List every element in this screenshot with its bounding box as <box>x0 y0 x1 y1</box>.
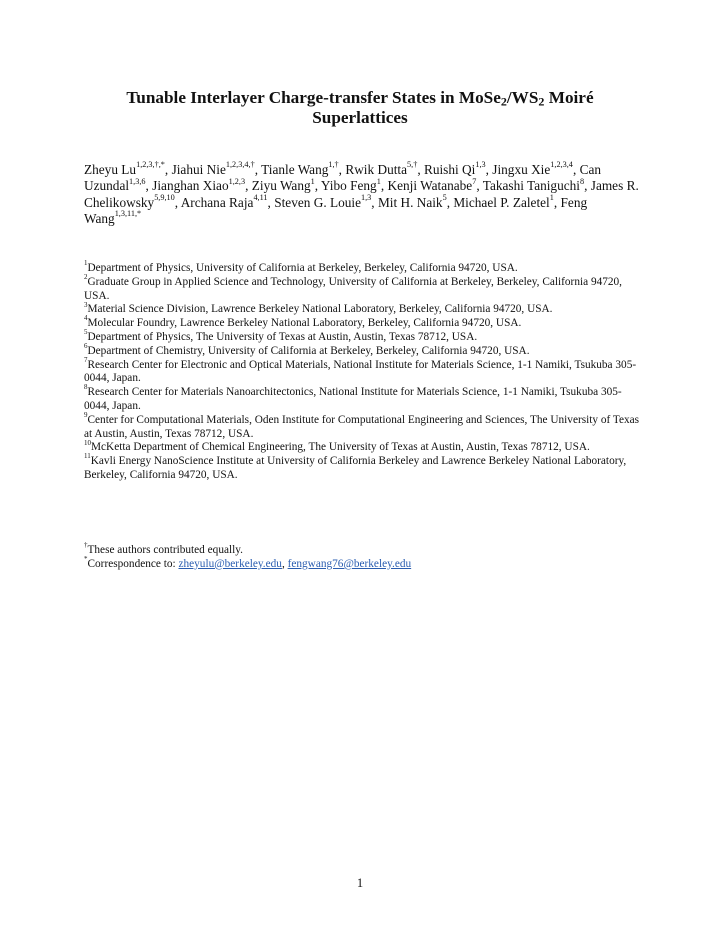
affiliation-number: 7 <box>84 355 88 364</box>
author-name: Feng Wang <box>84 194 588 226</box>
affiliation-text: Graduate Group in Applied Science and Technology, University of California at Berkeley, Berkeley, California 94720, USA. <box>84 275 623 302</box>
affiliation-text: Research Center for Materials Nanoarchitectonics, National Institute for Materials Science, 1-1 Namiki, Tsukuba 305-0044, Japan. <box>84 386 622 412</box>
author-affiliation-marks: 1 <box>376 176 381 186</box>
author-name: Archana Raja <box>180 194 254 210</box>
affiliation-number: 3 <box>84 300 88 309</box>
author-name: Takashi Taniguchi <box>482 178 580 194</box>
author <box>453 192 554 210</box>
author <box>492 162 573 177</box>
author-name: James R. Chelikowsky <box>84 178 639 210</box>
author-name: Mit H. Naik <box>377 194 443 210</box>
author-name: Ziyu Wang <box>251 178 311 194</box>
affiliation-number: 2 <box>84 272 88 281</box>
author <box>252 178 315 193</box>
title-text: /WS <box>506 88 539 107</box>
author-name: Ruishi Qi <box>423 162 476 177</box>
affiliation-text: Department of Physics, University of California at Berkeley, Berkeley, California 94720, USA. <box>87 262 518 274</box>
author <box>345 162 417 177</box>
author <box>424 162 486 177</box>
affiliation-item <box>84 259 644 276</box>
email-separator: , <box>281 557 288 570</box>
asterisk-mark: * <box>84 554 88 563</box>
author <box>152 178 245 193</box>
affiliation-text: Department of Physics, The University of Texas at Austin, Austin, Texas 78712, USA. <box>87 330 478 343</box>
page-number: 1 <box>356 876 364 890</box>
affiliation-item <box>84 452 644 483</box>
author <box>84 162 165 177</box>
footnotes <box>84 541 644 572</box>
title-text: Tunable Interlayer Charge-transfer States in MoSe <box>126 88 501 107</box>
author-affiliation-marks: 1,2,3,4 <box>550 160 573 170</box>
equal-contribution-note <box>84 541 644 558</box>
author <box>321 178 381 193</box>
author-affiliation-marks: 8 <box>579 176 585 186</box>
author-affiliation-marks: 1,2,3,†,* <box>136 160 165 170</box>
author-affiliation-marks: 1,3,6 <box>129 176 146 186</box>
dagger-mark: † <box>84 541 88 550</box>
author-name: Jianghan Xiao <box>152 178 229 194</box>
author-affiliation-marks: 1,† <box>328 160 339 170</box>
author-name: Can Uzundal <box>84 162 602 194</box>
affiliation-item <box>84 438 644 455</box>
author <box>387 178 476 193</box>
author-list: Zheyu $Lu^{1,2,3,\dagger,*}$, Jiahui Nie$^{1,2,3,4,\dagger}$, Tianle Wang$^{1,\dagger}$, Rwik Dutta$^{5,\dagger}$, Ruishi Qi$^{1,3}$, Jingxu Xie$^{1,2,3,4}$, Can Uzundal$^{1,3,6}$, Jianghan Xiao$^{1,2,3}$, Ziyu Wang$^1$, Yibo Feng$^1$, Kenji Watanabe$^7$, Takashi Taniguchi$^8$, James R. Chelikowsky$^{5,9,10}$, Archana Raja$^{4,11}$, Steven G. Louie$^{1,3}$, Mit H. Naik$^5$, Michael P. Zaletel$^1$, Feng Wang$^{1,3,11,*}$ <box>84 160 639 226</box>
affiliation-text: Material Science Division, Lawrence Berkeley National Laboratory, Berkeley, California 94720, USA. <box>87 303 553 316</box>
affiliation-item <box>84 410 644 442</box>
author <box>261 162 339 177</box>
affiliation-list <box>84 259 644 483</box>
affiliation-text: Center for Computational Materials, Oden Institute for Computational Engineering and Sciences, The University of Texas at Austin, Austin, Texas 78712, USA. <box>84 413 640 440</box>
correspondence-label: Correspondence to: <box>87 557 179 570</box>
author-affiliation-marks: 4,11 <box>253 192 268 202</box>
affiliation-text: McKetta Department of Chemical Engineering, The University of Texas at Austin, Austin, Texas 78712, USA. <box>91 441 590 454</box>
affiliation-item <box>84 355 644 387</box>
author-name: Tianle Wang <box>261 162 329 177</box>
author-affiliation-marks: 7 <box>472 176 477 186</box>
author-affiliation-marks: 5,† <box>407 160 418 170</box>
title-line-2: Superlattices <box>312 108 408 127</box>
affiliation-text: Kavli Energy NanoScience Institute at University of California Berkeley and Lawrence Berkeley National Laboratory, Berkeley, California 94720, USA. <box>84 455 627 481</box>
affiliation-number: 11 <box>84 452 91 461</box>
author-affiliation-marks: 1,3 <box>360 192 372 202</box>
affiliation-number: 4 <box>84 314 88 323</box>
affiliation-item <box>84 314 644 331</box>
affiliation-item <box>84 383 644 414</box>
author-name: Yibo Feng <box>320 178 377 194</box>
author-affiliation-marks: 1,2,3 <box>228 176 246 186</box>
affiliation-text: Research Center for Electronic and Optical Materials, National Institute for Materials Science, 1-1 Namiki, Tsukuba 305-0044, Japan. <box>84 358 637 385</box>
title-text: Moiré <box>544 88 594 107</box>
author-affiliation-marks: 1,3 <box>475 160 486 170</box>
author-affiliation-marks: 5 <box>442 192 447 202</box>
affiliation-item <box>84 272 644 304</box>
affiliation-text: Department of Chemistry, University of California at Berkeley, Berkeley, California 94720, USA. <box>87 344 530 357</box>
affiliation-item <box>84 341 644 359</box>
author-affiliation-marks: 5,9,10 <box>154 192 175 202</box>
author-affiliation-marks: 1,3,11,* <box>114 209 142 219</box>
affiliation-text: Molecular Foundry, Lawrence Berkeley National Laboratory, Berkeley, California 94720, USA. <box>87 317 522 330</box>
author-name: Kenji Watanabe <box>387 178 473 194</box>
author-name: Rwik Dutta <box>345 162 408 177</box>
author-affiliation-marks: 1,2,3,4,† <box>225 160 255 170</box>
correspondence-note <box>84 554 644 572</box>
affiliation-number: 8 <box>84 383 88 392</box>
affiliation-item <box>84 300 644 317</box>
title-subscript: 2 <box>500 94 507 109</box>
affiliation-number: 6 <box>84 341 88 350</box>
author <box>274 192 372 210</box>
title-subscript: 2 <box>538 94 545 109</box>
author <box>180 192 268 210</box>
author-name: Michael P. Zaletel <box>453 194 550 210</box>
author-name: Steven G. Louie <box>274 194 361 210</box>
paper-title <box>84 88 636 128</box>
author <box>172 162 255 177</box>
author-name: Zheyu Lu <box>84 162 137 177</box>
author-name: Jingxu Xie <box>492 162 551 177</box>
affiliation-number: 9 <box>84 410 88 419</box>
affiliation-number: 10 <box>84 438 91 447</box>
affiliation-number: 5 <box>84 328 88 337</box>
author-affiliation-marks: 1 <box>549 192 554 202</box>
equal-contribution-text: These authors contributed equally. <box>87 544 243 556</box>
author-affiliation-marks: 1 <box>310 176 315 186</box>
author <box>377 192 447 210</box>
email-link-fengwang[interactable]: fengwang76@berkeley.edu <box>287 557 412 570</box>
email-link-zheyulu[interactable]: zheyulu@berkeley.edu <box>178 557 282 570</box>
affiliation-number: 1 <box>84 259 88 268</box>
affiliation-item <box>84 328 644 345</box>
author <box>483 178 584 193</box>
author-name: Jiahui Nie <box>171 162 226 177</box>
